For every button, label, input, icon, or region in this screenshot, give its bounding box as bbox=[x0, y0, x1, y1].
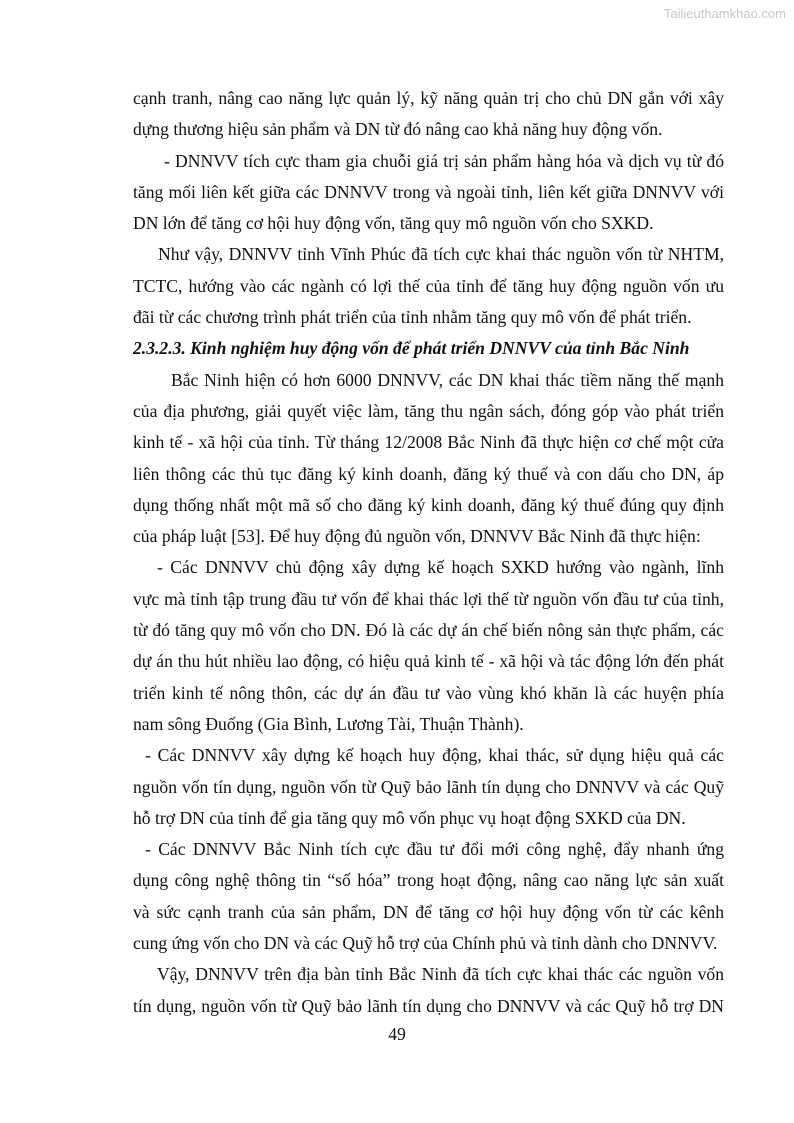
section-heading bbox=[133, 333, 724, 364]
text-line: Vậy, DNNVV trên địa bàn tỉnh Bắc Ninh đã tích cực khai thác các nguồn vốn bbox=[157, 964, 724, 985]
text-line: - Các DNNVV xây dựng kế hoạch huy động, khai thác, sử dụng hiệu quả các bbox=[145, 745, 724, 766]
document-body bbox=[133, 83, 724, 1022]
paragraph bbox=[133, 959, 724, 1022]
text-line: - Các DNNVV Bắc Ninh tích cực đầu tư đổi mới công nghệ, đẩy nhanh ứng bbox=[145, 839, 724, 860]
text-line: 2.3.2.3. Kinh nghiệm huy động vốn để phát triển DNNVV của tỉnh Bắc Ninh bbox=[133, 338, 690, 359]
paragraph bbox=[133, 83, 724, 146]
text-line: TCTC, hướng vào các ngành có lợi thế của tỉnh để tăng huy động nguồn vốn ưu bbox=[133, 275, 724, 296]
text-line: của pháp luật [53]. Để huy động đủ nguồn vốn, DNNVV Bắc Ninh đã thực hiện: bbox=[133, 526, 701, 547]
text-line: - Các DNNVV chủ động xây dựng kế hoạch SXKD hướng vào ngành, lĩnh bbox=[157, 557, 724, 578]
text-line: tín dụng, nguồn vốn từ Quỹ bảo lãnh tín dụng cho DNNVV và các Quỹ hỗ trợ DN bbox=[133, 995, 724, 1016]
text-line: và sức cạnh tranh của sản phẩm, DN để tăng cơ hội huy động vốn từ các kênh bbox=[133, 901, 724, 922]
text-line: triển kinh tế nông thôn, các dự án đầu tư vào vùng khó khăn là các huyện phía bbox=[133, 682, 724, 703]
text-line: - DNNVV tích cực tham gia chuỗi giá trị sản phẩm hàng hóa và dịch vụ từ đó bbox=[164, 150, 724, 171]
paragraph bbox=[133, 740, 724, 834]
text-line: dụng thống nhất một mã số cho đăng ký kinh doanh, đăng ký thuế đúng quy định bbox=[133, 494, 724, 515]
text-line: DN lớn để tăng cơ hội huy động vốn, tăng quy mô nguồn vốn cho SXKD. bbox=[133, 213, 654, 234]
paragraph bbox=[133, 365, 724, 553]
text-line: đãi từ các chương trình phát triển của tỉnh nhằm tăng quy mô vốn để phát triển. bbox=[133, 307, 692, 328]
text-line: nam sông Đuống (Gia Bình, Lương Tài, Thuận Thành). bbox=[133, 713, 524, 734]
text-line: vực mà tỉnh tập trung đầu tư vốn để khai thác lợi thế từ nguồn vốn đầu tư của tỉnh, bbox=[133, 588, 724, 609]
text-line: Như vậy, DNNVV tỉnh Vĩnh Phúc đã tích cực khai thác nguồn vốn từ NHTM, bbox=[158, 244, 724, 265]
text-line: tăng mối liên kết giữa các DNNVV trong và ngoài tỉnh, liên kết giữa DNNVV với bbox=[133, 181, 724, 202]
text-line: liên thông các thủ tục đăng ký kinh doanh, đăng ký thuế và con dấu cho DN, áp bbox=[133, 463, 724, 484]
paragraph bbox=[133, 146, 724, 240]
text-line: cung ứng vốn cho DN và các Quỹ hỗ trợ của Chính phủ và tỉnh dành cho DNNVV. bbox=[133, 933, 718, 954]
text-line: dụng công nghệ thông tin “số hóa” trong hoạt động, nâng cao năng lực sản xuất bbox=[133, 870, 724, 891]
watermark: Tailieuthamkhao.com bbox=[663, 6, 786, 21]
text-line: kinh tế - xã hội của tỉnh. Từ tháng 12/2008 Bắc Ninh đã thực hiện cơ chế một cửa bbox=[133, 432, 724, 453]
text-line: hỗ trợ DN của tỉnh để gia tăng quy mô vốn phục vụ hoạt động SXKD của DN. bbox=[133, 807, 686, 828]
text-line: nguồn vốn tín dụng, nguồn vốn từ Quỹ bảo lãnh tín dụng cho DNNVV và các Quỹ bbox=[133, 776, 724, 797]
text-line: dựng thương hiệu sản phẩm và DN từ đó nâng cao khả năng huy động vốn. bbox=[133, 119, 663, 140]
text-line: của địa phương, giải quyết việc làm, tăng thu ngân sách, đóng góp vào phát triển bbox=[133, 400, 724, 421]
text-line: cạnh tranh, nâng cao năng lực quản lý, kỹ năng quản trị cho chủ DN gắn với xây bbox=[133, 88, 724, 108]
text-line: Bắc Ninh hiện có hơn 6000 DNNVV, các DN khai thác tiềm năng thế mạnh bbox=[171, 369, 724, 390]
text-line: từ đó tăng quy mô vốn cho DN. Đó là các dự án chế biến nông sản thực phẩm, các bbox=[133, 620, 724, 641]
paragraph bbox=[133, 239, 724, 333]
text-line: dự án thu hút nhiều lao động, có hiệu quả kinh tế - xã hội và tác động lớn đến phát bbox=[133, 651, 724, 672]
paragraph bbox=[133, 552, 724, 740]
paragraph bbox=[133, 834, 724, 959]
page-number: 49 bbox=[388, 1024, 406, 1044]
